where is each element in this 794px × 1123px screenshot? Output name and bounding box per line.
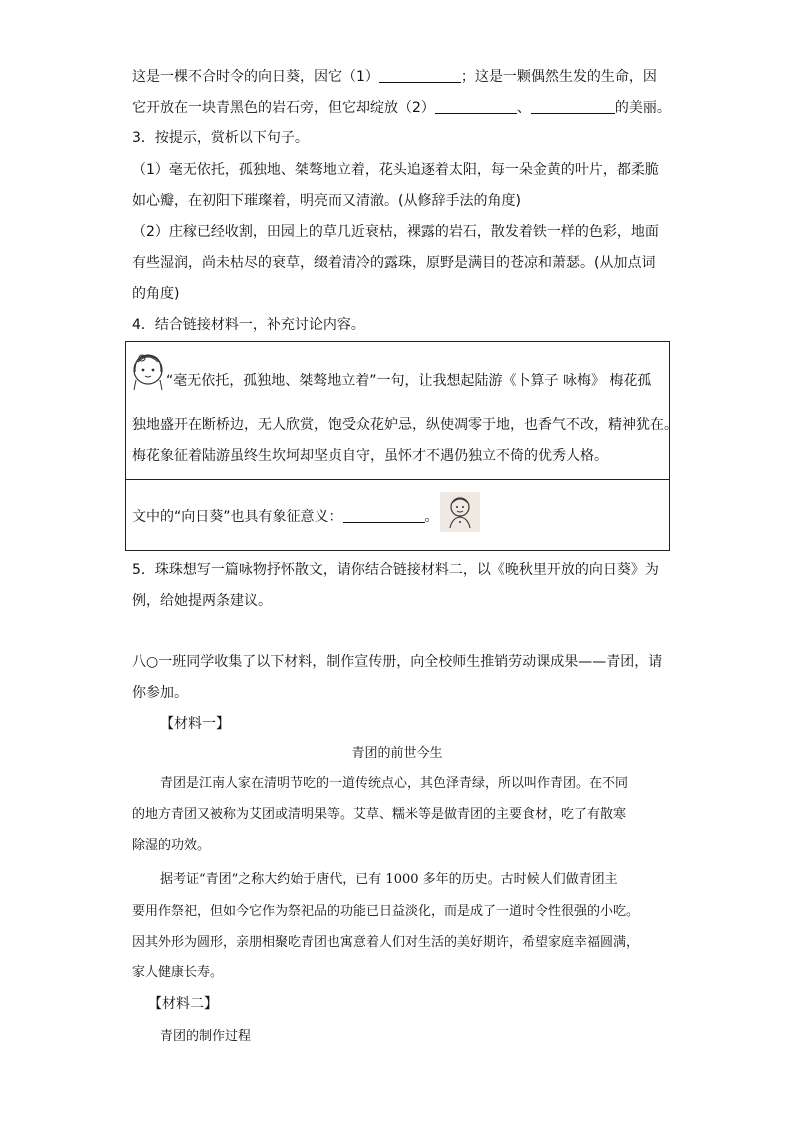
- q3-item-2-line-1: （2）庄稼已经收割，田园上的草几近衰枯，裸露的岩石，散发着铁一样的色彩，地面: [132, 224, 659, 240]
- box-text-line-2: 独地盛开在断桥边，无人欣赏，饱受众花妒忌，纵使凋零于地，也香气不改，精神犹在。: [132, 417, 678, 433]
- box-text-line-3: 梅花象征着陆游虽终生坎坷却坚贞自守，虽怀才不遇仍独立不倚的优秀人格。: [132, 448, 608, 464]
- material-1-para-1-line-3: 除湿的功效。: [132, 838, 211, 853]
- material-1-para-2-line-2: 要用作祭祀，但如今它作为祭祀品的功能已日益淡化，而是成了一道时令性很强的小吃。: [132, 904, 640, 919]
- boy-avatar-icon: [440, 492, 480, 532]
- answer-blank-1[interactable]: [379, 68, 461, 83]
- material-1-para-2-line-3: 因其外形为圆形，亲朋相聚吃青团也寓意着人们对生活的美好期许，希望家庭幸福圆满，: [132, 935, 640, 950]
- material-2-title: 青团的制作过程: [160, 1029, 252, 1044]
- girl-avatar-icon: [130, 350, 166, 392]
- q3-item-1-line-1: （1）毫无依托，孤独地、桀骜地立着，花头追逐着太阳，每一朵金黄的叶片，都柔脆: [132, 162, 659, 178]
- answer-blank-4[interactable]: [343, 508, 425, 523]
- material-2-label: 【材料二】: [148, 996, 218, 1012]
- box-answer-line: 文中的“向日葵”也具有象征意义： 。: [132, 509, 439, 525]
- question-5-line-2: 例，给她提两条建议。: [132, 593, 272, 609]
- q3-item-1-line-2: 如心瓣，在初阳下璀璨着，明亮而又清澈。(从修辞手法的角度): [132, 193, 521, 209]
- material-1-para-1-line-2: 的地方青团又被称为艾团或清明果等。艾草、糯米等是做青团的主要食材，吃了有散寒: [132, 807, 627, 822]
- question-line-2: 它开放在一块青黑色的岩石旁，但它却绽放（2） 、 的美丽。: [132, 100, 671, 116]
- material-1-title: 青团的前世今生: [351, 746, 443, 761]
- question-3: 3．按提示，赏析以下句子。: [132, 130, 309, 146]
- material-1-para-2-line-4: 家人健康长寿。: [132, 965, 224, 980]
- q3-item-2-line-2: 有些湿润，尚未枯尽的衰草，缀着清冷的露珠，原野是满目的苍凉和萧瑟。(从加点词: [132, 255, 656, 271]
- answer-blank-3[interactable]: [531, 99, 615, 114]
- section-8-line-1: 八○一班同学收集了以下材料，制作宣传册，向全校师生推销劳动课成果——青团，请: [132, 654, 663, 670]
- material-1-para-1-line-1: 青团是江南人家在清明节吃的一道传统点心，其色泽青绿，所以叫作青团。在不同: [160, 776, 629, 791]
- material-1-para-2-line-1: 据考证“青团”之称大约始于唐代，已有 1000 多年的历史。古时候人们做青团主: [160, 872, 618, 887]
- question-5-line-1: 5．珠珠想写一篇咏物抒怀散文，请你结合链接材料二，以《晚秋里开放的向日葵》为: [132, 562, 659, 578]
- material-1-label: 【材料一】: [160, 716, 230, 732]
- answer-blank-2[interactable]: [435, 99, 517, 114]
- q3-item-2-line-3: 的角度): [132, 286, 180, 302]
- section-8-line-2: 你参加。: [132, 685, 188, 701]
- box-text-line-1: “毫无依托，孤独地、桀骜地立着”一句，让我想起陆游《卜算子 咏梅》 梅花孤: [166, 373, 652, 389]
- question-line-1: 这是一棵不合时令的向日葵，因它（1） ；这是一颗偶然生发的生命，因: [132, 69, 657, 85]
- question-4: 4．结合链接材料一，补充讨论内容。: [132, 317, 365, 333]
